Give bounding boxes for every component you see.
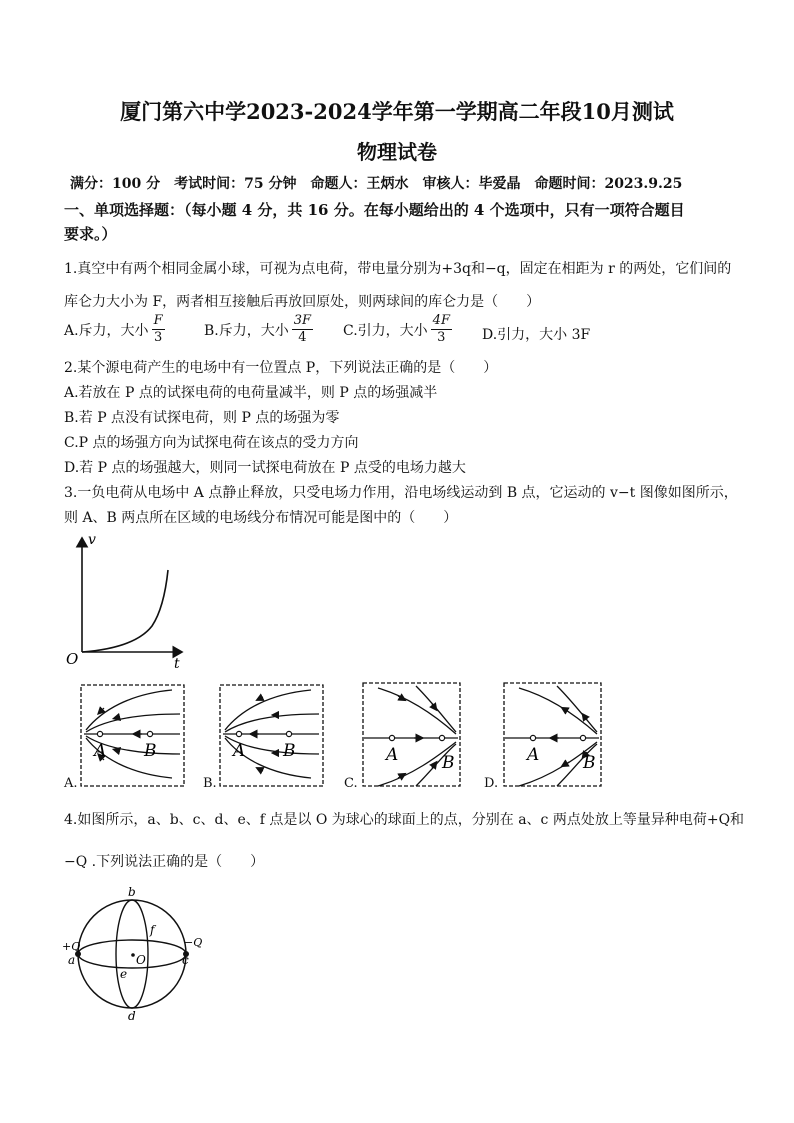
q4-line1: 4.如图所示，a、b、c、d、e、f 点是以 O 为球心的球面上的点，分别在 a、c 两点处放上等量异种电荷+Q和 — [64, 812, 745, 828]
svg-text:A: A — [527, 745, 540, 765]
q1-option-d: D.引力，大小 3F — [482, 327, 591, 343]
svg-text:O: O — [136, 953, 146, 967]
field-panel-d — [503, 682, 603, 788]
center-o — [131, 953, 135, 957]
svg-text:A: A — [94, 741, 107, 761]
panel-b-letter: B. — [203, 776, 217, 791]
svg-text:B: B — [583, 753, 596, 773]
q1-line2: 库仑力大小为 F，两者相互接触后再放回原处，则两球间的库仑力是（ ） — [64, 294, 541, 310]
q2-option-b: B.若 P 点没有试探电荷，则 P 点的场强为零 — [64, 410, 340, 426]
q2-option-c: C.P 点的场强方向为试探电荷在该点的受力方向 — [64, 435, 359, 451]
q4-line2: −Q .下列说法正确的是（ ） — [64, 854, 265, 870]
field-panel-c — [362, 682, 462, 788]
panel-c-letter: C. — [344, 776, 358, 791]
svg-text:A: A — [233, 741, 246, 761]
v-label: v — [88, 532, 96, 548]
field-panel-a — [80, 684, 186, 788]
fraction: $\frac{3F}{4}$ — [293, 313, 312, 345]
svg-text:B: B — [283, 741, 296, 761]
origin-label: O — [66, 650, 79, 668]
sphere-diagram — [58, 884, 208, 1024]
q2-option-d: D.若 P 点的场强越大，则同一试探电荷放在 P 点受的电场力越大 — [64, 460, 466, 476]
svg-text:a: a — [68, 953, 76, 967]
fraction: $\frac{4F}{3}$ — [432, 313, 450, 345]
q1-line1: 1.真空中有两个相同金属小球，可视为点电荷，带电量分别为+3q和−q，固定在相距为 r 的两处，它们间的 — [64, 261, 732, 277]
exam-meta: 满分：100 分 考试时间：75 分钟 命题人：王炳水 审核人：毕爱晶 命题时间：2023.9.25 — [70, 176, 683, 192]
svg-text:d: d — [128, 1009, 136, 1023]
q1-option-b: B.斥力，大小 $\frac{3F}{4}$ — [204, 313, 312, 345]
q1-options — [64, 313, 724, 353]
svg-text:c: c — [182, 953, 189, 967]
exam-title: 厦门第六中学2023-2024学年第一学期高二年段10月测试 — [120, 99, 674, 124]
section1-heading-cont: 要求。） — [64, 225, 117, 243]
t-label: t — [174, 656, 180, 670]
q3-line1: 3.一负电荷从电场中 A 点静止释放，只受电场力作用，沿电场线运动到 B 点，它运动的 v−t 图像如图所示， — [64, 485, 738, 501]
q3-line2: 则 A、B 两点所在区域的电场线分布情况可能是图中的（ ） — [64, 510, 458, 526]
q2-stem: 2.某个源电荷产生的电场中有一位置点 P，下列说法正确的是（ ） — [64, 360, 498, 376]
svg-text:A: A — [386, 745, 399, 765]
vt-curve — [82, 570, 168, 652]
svg-text:+Q: +Q — [62, 940, 81, 953]
exam-subtitle: 物理试卷 — [357, 140, 437, 164]
vt-graph — [60, 528, 190, 670]
svg-text:−Q: −Q — [184, 936, 203, 949]
svg-text:f: f — [150, 923, 155, 937]
svg-text:e: e — [120, 967, 128, 981]
panel-d-letter: D. — [484, 776, 499, 791]
section1-heading: 一、单项选择题：（每小题 4 分，共 16 分。在每小题给出的 4 个选项中，只有一项符合题目 — [64, 201, 685, 219]
svg-text:B: B — [144, 741, 157, 761]
q1-option-a: A.斥力，大小 $\frac{F}{3}$ — [64, 313, 163, 345]
panel-a-letter: A. — [64, 776, 78, 791]
q1-option-c: C.引力，大小 $\frac{4F}{3}$ — [343, 313, 450, 345]
field-panel-b — [219, 684, 325, 788]
fraction: $\frac{F}{3}$ — [153, 313, 163, 345]
svg-text:B: B — [442, 753, 455, 773]
q2-option-a: A.若放在 P 点的试探电荷的电荷量减半，则 P 点的场强减半 — [64, 385, 438, 401]
svg-text:b: b — [128, 885, 136, 899]
